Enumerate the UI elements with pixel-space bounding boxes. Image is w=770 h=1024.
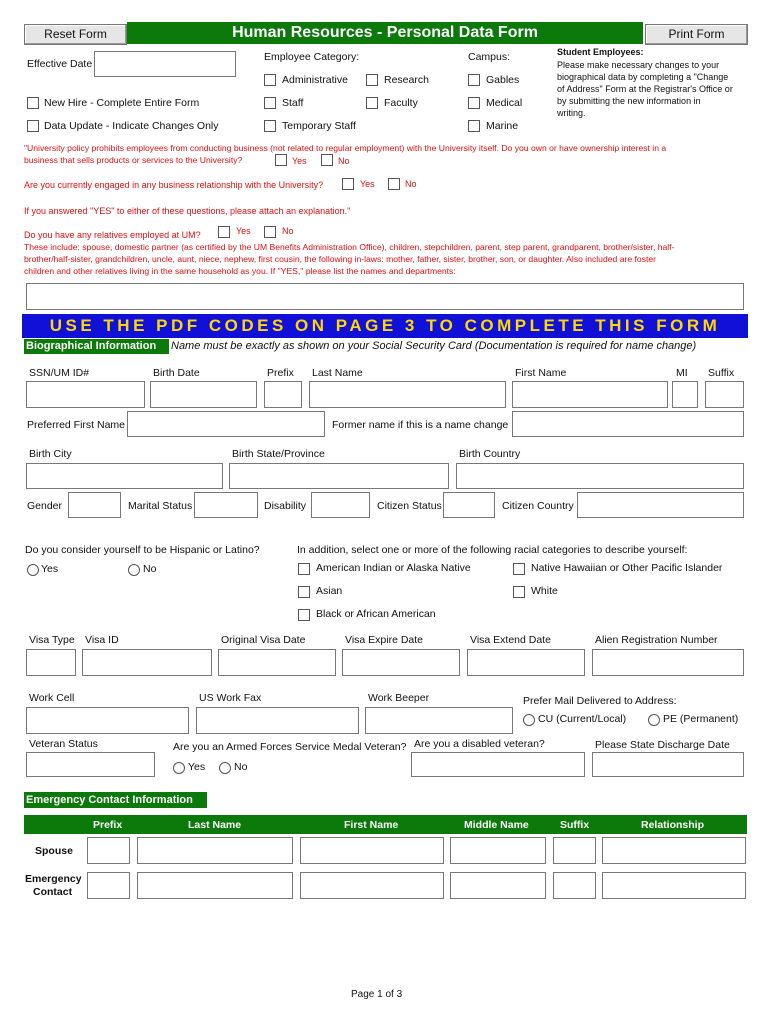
armed-forces-yes-radio[interactable] (173, 762, 185, 774)
veteran-status-field[interactable] (26, 752, 155, 777)
faculty-label: Faculty (384, 97, 418, 109)
data-update-label: Data Update - Indicate Changes Only (44, 120, 219, 132)
spouse-label: Spouse (35, 845, 73, 857)
gender-field[interactable] (68, 492, 121, 518)
campus-label: Campus: (468, 51, 511, 63)
first-name-field[interactable] (512, 381, 668, 408)
citizen-country-label: Citizen Country (502, 500, 574, 512)
work-beeper-field[interactable] (365, 707, 513, 734)
temporary-staff-checkbox[interactable] (264, 120, 276, 132)
hispanic-no-radio[interactable] (128, 564, 140, 576)
form-title: Human Resources - Personal Data Form (232, 24, 538, 41)
racial-question: In addition, select one or more of the following racial categories to describe yourself: (297, 544, 688, 556)
birth-country-label: Birth Country (459, 448, 521, 460)
spouse-relationship-field[interactable] (602, 837, 746, 864)
student-note-line5: writing. (557, 108, 586, 118)
birth-date-field[interactable] (150, 381, 257, 408)
emergency-contact-label-line2: Contact (33, 886, 73, 898)
native-hawaiian-label: Native Hawaiian or Other Pacific Islander (531, 562, 723, 574)
first-name-label: First Name (515, 367, 567, 379)
armed-forces-yes-label: Yes (188, 761, 206, 773)
visa-extend-date-field[interactable] (467, 649, 585, 676)
relatives-names-field[interactable] (26, 283, 744, 310)
faculty-checkbox[interactable] (366, 97, 378, 109)
ssn-field[interactable] (26, 381, 145, 408)
last-name-field[interactable] (309, 381, 506, 408)
birth-city-label: Birth City (29, 448, 72, 460)
alien-registration-field[interactable] (592, 649, 744, 676)
print-form-button[interactable]: Print Form (645, 24, 748, 45)
spouse-last-name-field[interactable] (137, 837, 293, 864)
veteran-status-label: Veteran Status (29, 738, 98, 750)
relationship-no-label: No (405, 179, 417, 189)
relatives-detail-line3: children and other relatives living in the same household as you. If "YES," please list the names and departments: (24, 266, 456, 276)
visa-extend-date-label: Visa Extend Date (470, 634, 551, 646)
ownership-no-checkbox[interactable] (321, 154, 333, 166)
suffix-field[interactable] (705, 381, 744, 408)
medical-checkbox[interactable] (468, 97, 480, 109)
hispanic-yes-radio[interactable] (27, 564, 39, 576)
data-update-checkbox[interactable] (27, 120, 39, 132)
visa-type-label: Visa Type (29, 634, 75, 646)
relatives-no-label: No (282, 226, 294, 236)
visa-id-field[interactable] (82, 649, 212, 676)
marital-status-label: Marital Status (128, 500, 193, 512)
disabled-veteran-label: Are you a disabled veteran? (414, 738, 545, 750)
hispanic-question: Do you consider yourself to be Hispanic or Latino? (25, 544, 260, 556)
new-hire-checkbox[interactable] (27, 97, 39, 109)
armed-forces-no-label: No (234, 761, 248, 773)
former-name-label: Former name if this is a name change (332, 419, 509, 431)
preferred-first-name-label: Preferred First Name (27, 419, 126, 431)
armed-forces-question: Are you an Armed Forces Service Medal Veteran? (173, 741, 407, 753)
spouse-prefix-field[interactable] (87, 837, 130, 864)
last-name-label: Last Name (312, 367, 363, 379)
black-label: Black or African American (316, 608, 436, 620)
suffix-label: Suffix (708, 367, 735, 379)
gables-label: Gables (486, 74, 520, 86)
white-checkbox[interactable] (513, 586, 525, 598)
asian-label: Asian (316, 585, 343, 597)
staff-label: Staff (282, 97, 304, 109)
visa-expire-date-field[interactable] (342, 649, 460, 676)
policy-line1: "University policy prohibits employees from conducting business (not related to regular employment) with the University itself. Do you own or have ownership interest in a (24, 143, 667, 153)
mi-field[interactable] (672, 381, 698, 408)
administrative-label: Administrative (282, 74, 348, 86)
student-employees-title: Student Employees: (557, 47, 644, 57)
student-note-line1: Please make necessary changes to your (557, 60, 720, 70)
emergency-middle-name-field[interactable] (450, 872, 546, 899)
form-title-bar (127, 22, 643, 44)
spouse-first-name-field[interactable] (300, 837, 444, 864)
mi-label: MI (676, 367, 688, 379)
work-cell-field[interactable] (26, 707, 189, 734)
col-prefix: Prefix (93, 819, 123, 831)
reset-form-button[interactable]: Reset Form (24, 24, 127, 45)
work-beeper-label: Work Beeper (368, 692, 430, 704)
gender-label: Gender (27, 500, 63, 512)
student-note-line2: biographical data by completing a "Change (557, 72, 729, 82)
prefix-field[interactable] (264, 381, 302, 408)
marine-checkbox[interactable] (468, 120, 480, 132)
relatives-question: Do you have any relatives employed at UM? (24, 230, 201, 240)
former-name-field[interactable] (512, 411, 744, 437)
staff-checkbox[interactable] (264, 97, 276, 109)
page-number: Page 1 of 3 (351, 989, 403, 1000)
disability-field[interactable] (311, 492, 370, 518)
relatives-detail-line2: brother/half-sister, grandchildren, uncle, aunt, niece, nephew, first cousin, the following in-laws: mother, father, sister, brother, son, or daughter. Also included are foster (24, 254, 656, 264)
relationship-yes-checkbox[interactable] (342, 178, 354, 190)
citizen-country-field[interactable] (577, 492, 744, 518)
emergency-contact-label-line1: Emergency (25, 873, 82, 885)
ownership-no-label: No (338, 156, 350, 166)
visa-expire-date-label: Visa Expire Date (345, 634, 424, 646)
visa-type-field[interactable] (26, 649, 76, 676)
pe-permanent-radio[interactable] (648, 714, 660, 726)
work-cell-label: Work Cell (29, 692, 75, 704)
american-indian-label: American Indian or Alaska Native (316, 562, 471, 574)
hispanic-yes-label: Yes (41, 563, 59, 575)
col-relationship: Relationship (641, 819, 705, 831)
name-note: Name must be exactly as shown on your Social Security Card (Documentation is required for name change) (171, 340, 697, 352)
disability-label: Disability (264, 500, 307, 512)
emergency-heading: Emergency Contact Information (24, 792, 207, 808)
american-indian-checkbox[interactable] (298, 563, 310, 575)
administrative-checkbox[interactable] (264, 74, 276, 86)
birth-city-field[interactable] (26, 463, 223, 489)
original-visa-date-field[interactable] (218, 649, 336, 676)
marital-status-field[interactable] (194, 492, 258, 518)
emergency-suffix-field[interactable] (553, 872, 596, 899)
visa-id-label: Visa ID (85, 634, 119, 646)
spouse-suffix-field[interactable] (553, 837, 596, 864)
relatives-yes-checkbox[interactable] (218, 226, 230, 238)
pdf-codes-banner: USE THE PDF CODES ON PAGE 3 TO COMPLETE THIS FORM (22, 314, 748, 338)
relatives-yes-label: Yes (236, 226, 251, 236)
native-hawaiian-checkbox[interactable] (513, 563, 525, 575)
relatives-detail-line1: These include: spouse, domestic partner (as certified by the UM Benefits Administration Office), children, stepchildren, parent, step parent, grandparent, brother/sister, half- (24, 242, 675, 252)
spouse-middle-name-field[interactable] (450, 837, 546, 864)
student-note-line3: of Address" Form at the Registrar's Office or (557, 84, 733, 94)
armed-forces-no-radio[interactable] (219, 762, 231, 774)
col-suffix: Suffix (560, 819, 590, 831)
black-checkbox[interactable] (298, 609, 310, 621)
alien-registration-label: Alien Registration Number (595, 634, 718, 646)
marine-label: Marine (486, 120, 519, 132)
white-label: White (531, 585, 558, 597)
disabled-veteran-field[interactable] (411, 752, 585, 777)
citizen-status-label: Citizen Status (377, 500, 442, 512)
cu-current-label: CU (Current/Local) (538, 713, 627, 725)
gables-checkbox[interactable] (468, 74, 480, 86)
cu-current-radio[interactable] (523, 714, 535, 726)
birth-date-label: Birth Date (153, 367, 200, 379)
ownership-yes-checkbox[interactable] (275, 154, 287, 166)
effective-date-label: Effective Date (27, 58, 93, 70)
effective-date-field[interactable] (94, 51, 236, 77)
us-work-fax-field[interactable] (196, 707, 359, 734)
discharge-date-label: Please State Discharge Date (595, 739, 730, 751)
biographical-heading: Biographical Information (24, 339, 169, 354)
new-hire-label: New Hire - Complete Entire Form (44, 97, 200, 109)
emergency-first-name-field[interactable] (300, 872, 444, 899)
birth-state-label: Birth State/Province (232, 448, 325, 460)
pe-permanent-label: PE (Permanent) (663, 713, 739, 725)
temporary-staff-label: Temporary Staff (282, 120, 356, 132)
relationship-yes-label: Yes (360, 179, 375, 189)
relatives-no-checkbox[interactable] (264, 226, 276, 238)
ssn-label: SSN/UM ID# (29, 367, 90, 379)
original-visa-date-label: Original Visa Date (221, 634, 306, 646)
col-last-name: Last Name (188, 819, 242, 831)
medical-label: Medical (486, 97, 523, 109)
relationship-no-checkbox[interactable] (388, 178, 400, 190)
research-label: Research (384, 74, 429, 86)
policy-line2: business that sells products or services to the University? (24, 155, 243, 165)
emergency-last-name-field[interactable] (137, 872, 293, 899)
student-note-line4: by submitting the new information in (557, 96, 701, 106)
us-work-fax-label: US Work Fax (199, 692, 262, 704)
col-first-name: First Name (344, 819, 399, 831)
emergency-relationship-field[interactable] (602, 872, 746, 899)
asian-checkbox[interactable] (298, 586, 310, 598)
business-relationship-question: Are you currently engaged in any business relationship with the University? (24, 180, 324, 190)
discharge-date-field[interactable] (592, 752, 744, 777)
ownership-yes-label: Yes (292, 156, 307, 166)
hispanic-no-label: No (143, 563, 157, 575)
employee-category-label: Employee Category: (264, 51, 360, 63)
birth-state-field[interactable] (229, 463, 449, 489)
emergency-prefix-field[interactable] (87, 872, 130, 899)
preferred-first-name-field[interactable] (127, 411, 325, 437)
citizen-status-field[interactable] (443, 492, 495, 518)
prefer-mail-label: Prefer Mail Delivered to Address: (523, 695, 677, 707)
research-checkbox[interactable] (366, 74, 378, 86)
col-middle-name: Middle Name (464, 819, 529, 831)
prefix-label: Prefix (267, 367, 294, 379)
explanation-note: If you answered "YES" to either of these questions, please attach an explanation." (24, 206, 351, 216)
birth-country-field[interactable] (456, 463, 744, 489)
